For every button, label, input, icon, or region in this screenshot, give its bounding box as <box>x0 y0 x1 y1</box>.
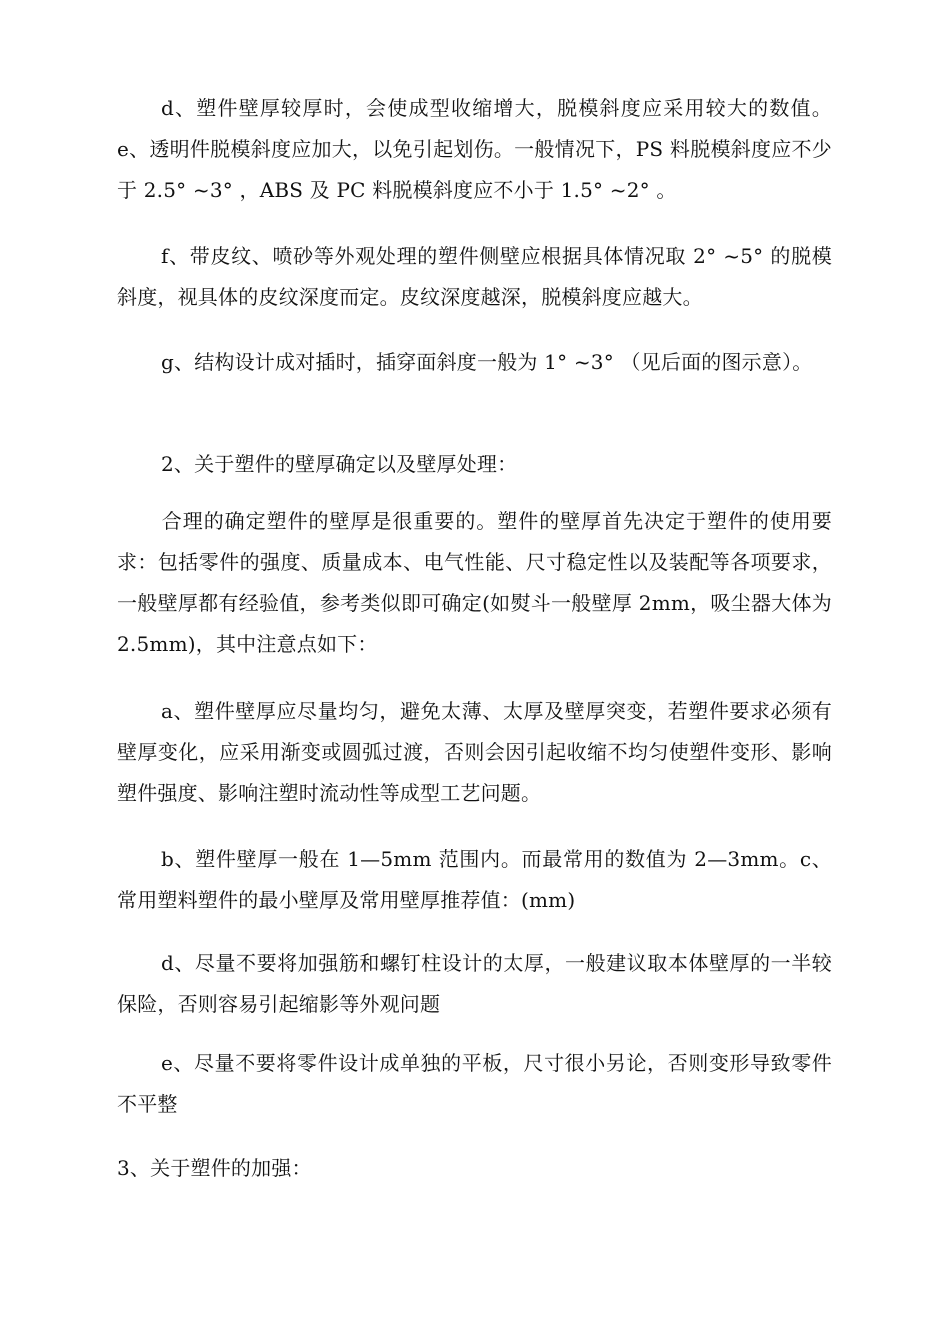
section-heading-wall-thickness: 2、关于塑件的壁厚确定以及壁厚处理： <box>161 452 518 476</box>
paragraph-draft-angle-insert: g、结构设计成对插时，插穿面斜度一般为 1° ~3° （见后面的图示意）。 <box>161 350 813 374</box>
section-heading-reinforcement: 3、关于塑件的加强： <box>117 1156 312 1180</box>
paragraph-draft-angle-texture: f、带皮纹、喷砂等外观处理的塑件侧壁应根据具体情况取 2° ~5° 的脱模斜度，视具体的皮纹深度而定。皮纹深度越深，脱模斜度应越大。 <box>117 244 832 309</box>
paragraph-wall-uniformity: a、塑件壁厚应尽量均匀，避免太薄、太厚及壁厚突变，若塑件要求必须有壁厚变化，应采用渐变或圆弧过渡，否则会因引起收缩不均匀使塑件变形、影响塑件强度、影响注塑时流动性等成型工艺问题。 <box>117 699 832 805</box>
paragraph-rib-thickness: d、尽量不要将加强筋和螺钉柱设计的太厚，一般建议取本体壁厚的一半较保险，否则容易引起缩影等外观问题 <box>117 951 832 1016</box>
paragraph-wall-thickness-intro: 合理的确定塑件的壁厚是很重要的。塑件的壁厚首先决定于塑件的使用要求：包括零件的强度、质量成本、电气性能、尺寸稳定性以及装配等各项要求，一般壁厚都有经验值，参考类似即可确定(如熨斗一般壁厚 2mm，吸尘器大体为 2.5mm)，其中注意点如下： <box>117 509 832 656</box>
paragraph-flat-plate: e、尽量不要将零件设计成单独的平板，尺寸很小另论，否则变形导致零件不平整 <box>117 1051 832 1116</box>
paragraph-draft-angle-thick-wall: d、塑件壁厚较厚时，会使成型收缩增大，脱模斜度应采用较大的数值。e、透明件脱模斜度应加大，以免引起划伤。一般情况下，PS 料脱模斜度应不少于 2.5° ~3° ，ABS 及 PC 料脱模斜度应不小于 1.5° ~2° 。 <box>117 96 832 202</box>
paragraph-wall-range: b、塑件壁厚一般在 1—5mm 范围内。而最常用的数值为 2—3mm。c、常用塑料塑件的最小壁厚及常用壁厚推荐值：(mm) <box>117 847 832 912</box>
